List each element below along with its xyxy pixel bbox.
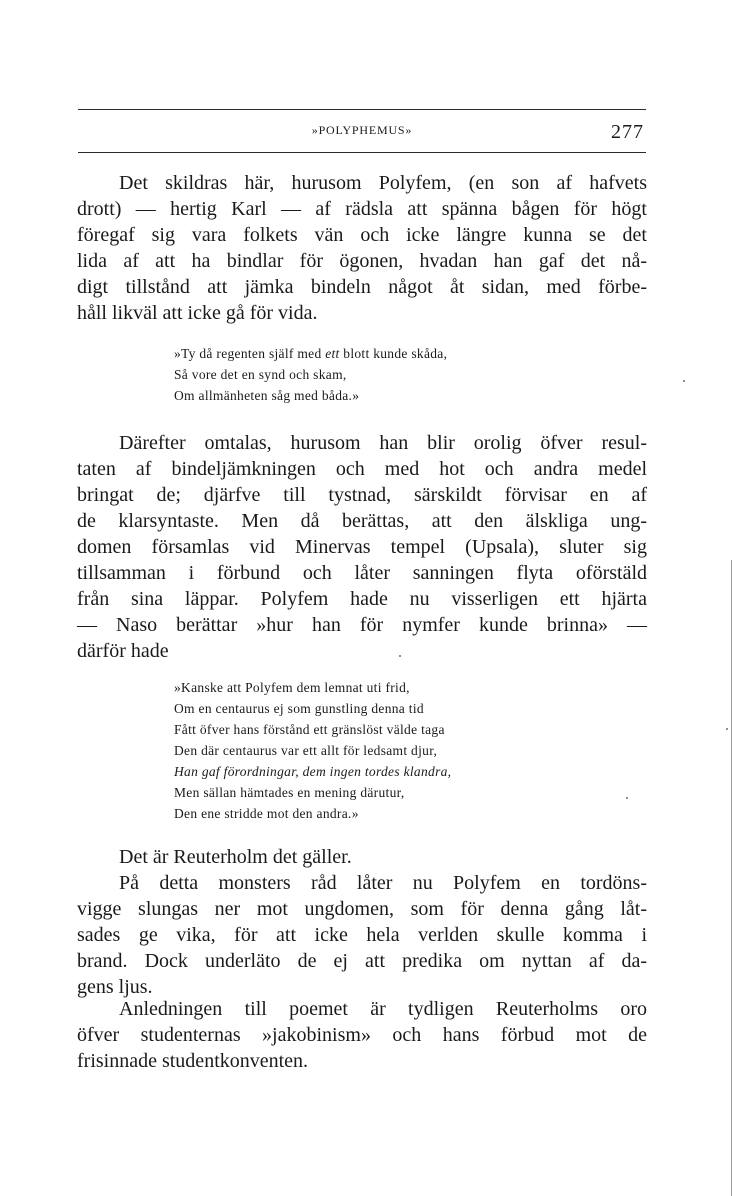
verse-line: Så vore det en synd och skam, [174, 367, 347, 382]
paragraph-line: Det skildras här, hurusom Polyfem, (en son af hafvets [119, 172, 647, 194]
verse-line: Men sällan hämtades en mening därutur, [174, 785, 405, 800]
header-bottom-rule [78, 152, 646, 153]
paragraph-line: domen församlas vid Minervas tempel (Upsala), sluter sig [77, 536, 647, 558]
paragraph-line: Anledningen till poemet är tydligen Reuterholms oro [119, 998, 647, 1020]
paragraph-line: drott) — hertig Karl — af rädsla att spänna bågen för högt [77, 198, 647, 220]
paragraph-line: Det är Reuterholm det gäller. [119, 846, 352, 868]
paragraph-5 [77, 996, 647, 1074]
paragraph-line: Därefter omtalas, hurusom han blir orolig öfver resul- [119, 432, 647, 454]
page-number: 277 [611, 121, 644, 143]
verse-line: Om allmänheten såg med båda.» [174, 388, 360, 403]
scan-speck [399, 655, 401, 657]
paragraph-2 [77, 430, 647, 664]
paragraph-line: brand. Dock underläto de ej att predika om nyttan af da- [77, 950, 647, 972]
paragraph-line: sades ge vika, för att icke hela verlden skulle komma i [77, 924, 647, 946]
paragraph-line: På detta monsters råd låter nu Polyfem en tordöns- [119, 872, 647, 894]
paragraph-line: gens ljus. [77, 976, 153, 998]
paragraph-line: — Naso berättar »hur han för nymfer kunde brinna» — [77, 614, 647, 636]
paragraph-line: föregaf sig vara folkets vän och icke längre kunna se det [77, 224, 647, 246]
paragraph-line: bringat de; djärfve till tystnad, särskildt förvisar en af [77, 484, 647, 506]
paragraph-line: håll likväl att icke gå för vida. [77, 302, 318, 324]
scan-speck [726, 728, 728, 730]
paragraph-line: digt tillstånd att jämka bindeln något åt sidan, med förbe- [77, 276, 647, 298]
verse-line: Om en centaurus ej som gunstling denna tid [174, 701, 424, 716]
header-top-rule [78, 109, 646, 110]
paragraph-4 [77, 870, 647, 1000]
verse-emphasis: ett [325, 346, 340, 361]
verse-line [174, 343, 447, 364]
scan-speck [626, 797, 628, 799]
scan-speck [683, 380, 685, 382]
verse-line: Den ene stridde mot den andra.» [174, 806, 359, 821]
paragraph-line: öfver studenternas »jakobinism» och hans förbud mot de [77, 1024, 647, 1046]
paragraph-line: lida af att ha bindlar för ögonen, hvadan han gaf det nå- [77, 250, 647, 272]
verse-line: Den där centaurus var ett allt för ledsamt djur, [174, 743, 438, 758]
verse-quote-2 [174, 677, 451, 824]
paragraph-3 [77, 844, 647, 870]
verse-text: blott kunde skåda, [339, 346, 448, 361]
paragraph-line: tillsamman i förbund och låter sanningen flyta oförstäld [77, 562, 647, 584]
paragraph-line: taten af bindeljämkningen och med hot och andra medel [77, 458, 647, 480]
verse-text: »Ty då regenten själf med [174, 346, 326, 361]
verse-quote-1 [174, 343, 447, 406]
paragraph-line: vigge slungas ner mot ungdomen, som för denna gång låt- [77, 898, 647, 920]
verse-line: »Kanske att Polyfem dem lemnat uti frid, [174, 680, 410, 695]
verse-line: Fått öfver hans förstånd ett gränslöst välde taga [174, 722, 445, 737]
running-title: »POLYPHEMUS» [311, 123, 413, 137]
verse-line-italic: Han gaf förordningar, dem ingen tordes klandra, [174, 764, 452, 779]
paragraph-1 [77, 170, 647, 326]
paragraph-line: de klarsyntaste. Men då berättas, att den älskliga ung- [77, 510, 647, 532]
paragraph-line: frisinnade studentkonventen. [77, 1050, 309, 1072]
paragraph-line: från sina läppar. Polyfem hade nu visserligen ett hjärta [77, 588, 647, 610]
running-head [78, 121, 646, 143]
page-edge-shadow [731, 560, 732, 1196]
paragraph-line: därför hade [77, 640, 169, 662]
